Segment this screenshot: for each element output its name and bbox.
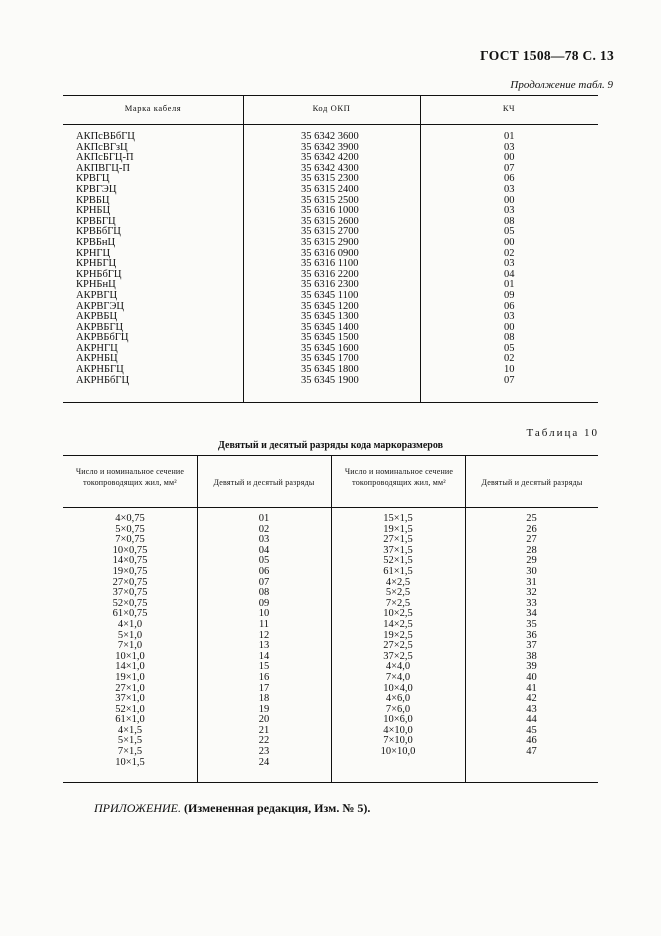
section-cell: 4×2,5 [385, 576, 411, 588]
cable-brand-cell: КРВБЦ [76, 194, 110, 206]
col-header-kch: КЧ [502, 103, 516, 113]
amendment-note: (Измененная редакция, Изм. № 5). [183, 801, 371, 815]
digits-cell: 14 [258, 650, 270, 662]
digits-cell: 31 [526, 576, 537, 588]
table-9-header-rule [63, 124, 598, 125]
digits-cell: 26 [526, 523, 537, 535]
digits-cell: 03 [258, 534, 270, 546]
okp-code-cell: 35 6345 1700 [301, 353, 359, 365]
digits-cell: 40 [526, 671, 537, 683]
kch-cell: 00 [504, 152, 515, 164]
section-cell: 37×1,0 [115, 693, 145, 705]
section-cell: 7×6,0 [385, 703, 411, 715]
digits-cell: 24 [258, 756, 270, 768]
appendix-label: ПРИЛОЖЕНИЕ. [94, 801, 181, 815]
kch-cell: 03 [504, 205, 515, 217]
okp-code-cell: 35 6345 1100 [301, 289, 359, 301]
digits-cell: 45 [526, 724, 537, 736]
digits-cell: 33 [526, 597, 537, 609]
section-cell: 61×0,75 [112, 608, 148, 620]
section-cell: 4×1,5 [117, 724, 143, 736]
cable-brand-cell: АКРВБбГЦ [76, 332, 129, 344]
digits-cell: 43 [526, 703, 537, 715]
table-continuation-note: Продолжение табл. 9 [510, 79, 613, 91]
section-cell: 4×0,75 [115, 513, 145, 524]
table-9-top-rule [63, 95, 598, 96]
section-cell: 27×0,75 [112, 576, 148, 588]
okp-code-cell: 35 6315 2400 [301, 183, 359, 195]
cable-brand-cell: КРНБЦ [76, 205, 111, 217]
section-cell: 14×0,75 [112, 555, 148, 567]
section-cell: 7×1,0 [117, 640, 143, 652]
digits-cell: 29 [526, 555, 537, 567]
cable-brand-cell: КРНБбГЦ [76, 268, 122, 280]
cable-brand-cell: АКРВГЦ [76, 289, 118, 301]
col-header-digits-left: Девятый и десятый разряды [213, 478, 315, 487]
kch-cell: 05 [504, 342, 515, 354]
kch-column [504, 132, 515, 386]
table-10-caption: Девятый и десятый разряды кода маркоразмеров [218, 440, 443, 451]
okp-code-cell: 35 6342 3600 [301, 131, 359, 142]
cable-brand-cell: АКПВГЦ-П [76, 162, 130, 174]
table-10-bottom-rule [63, 782, 598, 783]
section-cell: 19×1,5 [383, 523, 413, 535]
section-cell: 7×1,5 [117, 746, 143, 758]
okp-code-cell: 35 6342 4200 [301, 152, 359, 164]
kch-cell: 10 [504, 364, 515, 376]
okp-code-cell: 35 6316 1000 [301, 205, 359, 217]
section-cell: 10×10,0 [380, 746, 416, 758]
cable-brand-cell: КРВБбГЦ [76, 226, 121, 238]
appendix-note [94, 801, 370, 816]
section-cell: 10×4,0 [383, 682, 413, 694]
col-header-okp-code: Код ОКП [312, 103, 351, 113]
digits-cell: 28 [526, 544, 537, 556]
digits-cell: 19 [258, 703, 270, 715]
digits-cell: 35 [526, 618, 537, 630]
okp-code-cell: 35 6315 2600 [301, 215, 359, 227]
digits-cell: 37 [526, 640, 537, 652]
okp-code-cell: 35 6345 1600 [301, 342, 359, 354]
section-cell: 27×1,0 [115, 682, 145, 694]
section-cell: 15×1,5 [383, 513, 413, 524]
section-cell: 5×2,5 [385, 587, 411, 599]
table-9-bottom-rule [63, 402, 598, 403]
okp-code-cell: 35 6342 3900 [301, 141, 359, 153]
okp-code-column [301, 132, 359, 386]
section-cell: 4×1,0 [117, 618, 143, 630]
section-cell: 14×2,5 [383, 618, 413, 630]
kch-cell: 06 [504, 173, 515, 185]
section-cell: 10×6,0 [383, 714, 413, 726]
table-10-label: Таблица 10 [526, 427, 599, 439]
section-cell: 61×1,0 [115, 714, 145, 726]
kch-cell: 07 [504, 374, 515, 386]
okp-code-cell: 35 6345 1200 [301, 300, 359, 312]
digits-cell: 41 [526, 682, 537, 694]
cable-brand-cell: КРНБнЦ [76, 279, 116, 291]
section-column-left [63, 514, 197, 768]
okp-code-cell: 35 6345 1400 [301, 321, 359, 333]
section-cell: 27×2,5 [383, 640, 413, 652]
section-cell: 4×6,0 [385, 693, 411, 705]
cable-brand-cell: КРВБнЦ [76, 236, 116, 248]
kch-cell: 02 [504, 247, 515, 259]
section-cell: 27×1,5 [383, 534, 413, 546]
kch-cell: 03 [504, 183, 515, 195]
cable-brand-cell: АКРНГЦ [76, 342, 118, 354]
section-cell: 52×0,75 [112, 597, 148, 609]
section-cell: 7×2,5 [385, 597, 411, 609]
digits-cell: 20 [258, 714, 270, 726]
digits-cell: 13 [258, 640, 270, 652]
section-cell: 4×10,0 [383, 724, 413, 736]
okp-code-cell: 35 6315 2900 [301, 236, 359, 248]
okp-code-cell: 35 6316 2300 [301, 279, 359, 291]
kch-cell: 00 [504, 194, 515, 206]
okp-code-cell: 35 6316 1100 [301, 258, 359, 270]
digits-cell: 12 [258, 629, 270, 641]
col-header-digits-right: Девятый и десятый разряды [481, 478, 583, 487]
okp-code-cell: 35 6345 1300 [301, 311, 359, 323]
digits-cell: 08 [258, 587, 270, 599]
kch-cell: 07 [504, 162, 515, 174]
digits-cell: 38 [526, 650, 537, 662]
okp-code-cell: 35 6345 1900 [301, 374, 359, 386]
kch-cell: 05 [504, 226, 515, 238]
kch-cell: 09 [504, 289, 515, 301]
kch-cell: 01 [504, 279, 515, 291]
section-cell: 7×0,75 [115, 534, 145, 546]
digits-cell: 36 [526, 629, 537, 641]
digits-cell: 04 [258, 544, 270, 556]
kch-cell: 03 [504, 141, 515, 153]
digits-column-left [197, 514, 331, 768]
cable-brand-cell: АКРВБЦ [76, 311, 118, 323]
digits-cell: 32 [526, 587, 537, 599]
cable-brand-cell: АКРВГЭЦ [76, 300, 125, 312]
okp-code-cell: 35 6316 0900 [301, 247, 359, 259]
kch-cell: 01 [504, 131, 515, 142]
okp-code-cell: 35 6315 2300 [301, 173, 359, 185]
cable-brand-cell: АКРНБбГЦ [76, 374, 130, 386]
digits-cell: 10 [258, 608, 270, 620]
digits-cell: 39 [526, 661, 537, 673]
digits-cell: 22 [258, 735, 270, 747]
cable-brand-cell: АКРВБГЦ [76, 321, 124, 333]
page-header: ГОСТ 1508—78 С. 13 [480, 48, 614, 63]
section-cell: 14×1,0 [115, 661, 145, 673]
cable-brand-cell: КРВГЦ [76, 173, 110, 185]
table-9-col-divider [243, 95, 244, 402]
digits-cell: 44 [526, 714, 537, 726]
digits-cell: 47 [526, 746, 537, 758]
section-cell: 4×4,0 [385, 661, 411, 673]
digits-cell: 07 [258, 576, 270, 588]
kch-cell: 06 [504, 300, 515, 312]
section-cell: 61×1,5 [383, 565, 413, 577]
kch-cell: 08 [504, 215, 515, 227]
section-cell: 37×2,5 [383, 650, 413, 662]
okp-code-cell: 35 6316 2200 [301, 268, 359, 280]
kch-cell: 00 [504, 321, 515, 333]
section-cell: 19×0,75 [112, 565, 148, 577]
kch-cell: 08 [504, 332, 515, 344]
cable-brand-cell: КРНГЦ [76, 247, 111, 259]
digits-cell: 34 [526, 608, 537, 620]
section-cell: 19×1,0 [115, 671, 145, 683]
kch-cell: 03 [504, 311, 515, 323]
okp-code-cell: 35 6315 2700 [301, 226, 359, 238]
col-header-section-right: Число и номинальное сечение токопроводящих жил, мм² [344, 467, 454, 487]
okp-code-cell: 35 6345 1500 [301, 332, 359, 344]
digits-cell: 17 [258, 682, 270, 694]
cable-brand-cell: КРНБГЦ [76, 258, 117, 270]
digits-cell: 46 [526, 735, 537, 747]
section-cell: 37×0,75 [112, 587, 148, 599]
digits-cell: 23 [258, 746, 270, 758]
digits-column-right [465, 514, 598, 758]
section-cell: 5×1,0 [117, 629, 143, 641]
section-column-right [331, 514, 465, 758]
section-cell: 10×1,0 [115, 650, 145, 662]
section-cell: 7×4,0 [385, 671, 411, 683]
digits-cell: 06 [258, 565, 270, 577]
kch-cell: 04 [504, 268, 515, 280]
kch-cell: 03 [504, 258, 515, 270]
okp-code-cell: 35 6342 4300 [301, 162, 359, 174]
digits-cell: 25 [526, 513, 537, 524]
cable-brand-cell: АКРНБГЦ [76, 364, 124, 376]
digits-cell: 21 [258, 724, 270, 736]
digits-cell: 30 [526, 565, 537, 577]
okp-code-cell: 35 6315 2500 [301, 194, 359, 206]
kch-cell: 02 [504, 353, 515, 365]
cable-brand-cell: КРВБГЦ [76, 215, 116, 227]
cable-brand-cell: АКПсБГЦ-П [76, 152, 134, 164]
cable-brand-cell: АКПсВБбГЦ [76, 131, 135, 142]
cable-brand-column [76, 132, 135, 386]
section-cell: 5×1,5 [117, 735, 143, 747]
section-cell: 52×1,5 [383, 555, 413, 567]
digits-cell: 09 [258, 597, 270, 609]
cable-brand-cell: АКПсВГзЦ [76, 141, 128, 153]
digits-cell: 01 [258, 513, 270, 524]
section-cell: 10×1,5 [115, 756, 145, 768]
digits-cell: 15 [258, 661, 270, 673]
section-cell: 37×1,5 [383, 544, 413, 556]
digits-cell: 02 [258, 523, 270, 535]
section-cell: 10×2,5 [383, 608, 413, 620]
cable-brand-cell: АКРНБЦ [76, 353, 118, 365]
digits-cell: 11 [258, 618, 270, 630]
section-cell: 7×10,0 [383, 735, 413, 747]
section-cell: 52×1,0 [115, 703, 145, 715]
cable-brand-cell: КРВГЭЦ [76, 183, 117, 195]
table-9-col-divider [420, 95, 421, 402]
kch-cell: 00 [504, 236, 515, 248]
digits-cell: 18 [258, 693, 270, 705]
okp-code-cell: 35 6345 1800 [301, 364, 359, 376]
section-cell: 10×0,75 [112, 544, 148, 556]
digits-cell: 27 [526, 534, 537, 546]
col-header-cable-brand: Марка кабеля [124, 103, 182, 113]
digits-cell: 05 [258, 555, 270, 567]
section-cell: 5×0,75 [115, 523, 145, 535]
col-header-section-left: Число и номинальное сечение токопроводящих жил, мм² [75, 467, 185, 487]
section-cell: 19×2,5 [383, 629, 413, 641]
digits-cell: 42 [526, 693, 537, 705]
digits-cell: 16 [258, 671, 270, 683]
